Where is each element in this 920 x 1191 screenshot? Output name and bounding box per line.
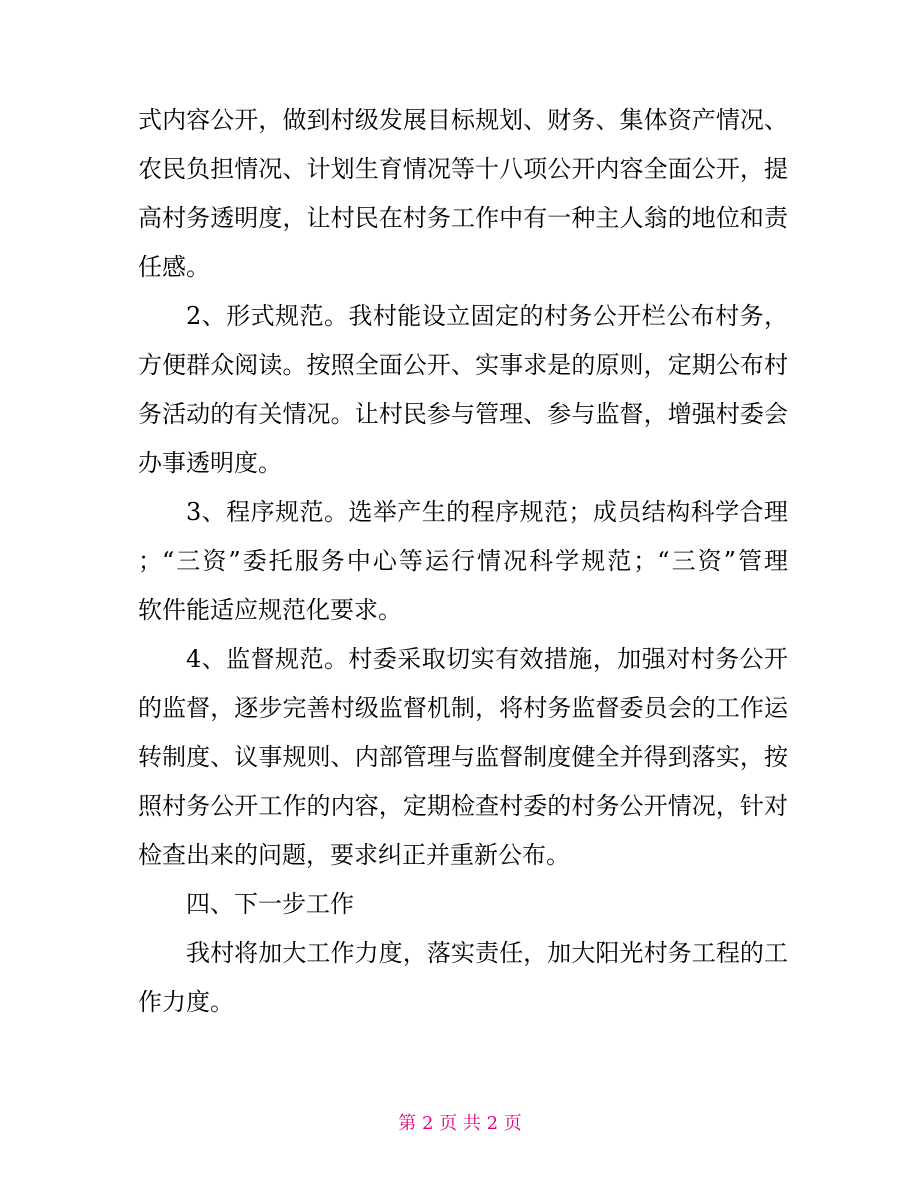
text-line: 办事透明度。 (138, 449, 282, 477)
text-line: 我村将加大工作力度，落实责任，加大阳光村务工程的工 (186, 939, 788, 967)
text-line: 任感。 (138, 253, 210, 281)
text-line: 检查出来的问题，要求纠正并重新公布。 (138, 841, 570, 869)
page-number-footer: 第 2 页 共 2 页 (398, 1113, 522, 1134)
text-line: 转制度、议事规则、内部管理与监督制度健全并得到落实，按 (138, 743, 788, 771)
text-line: 农民负担情况、计划生育情况等十八项公开内容全面公开，提 (138, 155, 788, 183)
text-line: 式内容公开，做到村级发展目标规划、财务、集体资产情况、 (138, 106, 788, 134)
text-line: 照村务公开工作的内容，定期检查村委的村务公开情况，针对 (138, 792, 788, 820)
text-line: 务活动的有关情况。让村民参与管理、参与监督，增强村委会 (138, 400, 788, 428)
text-line: 方便群众阅读。按照全面公开、实事求是的原则，定期公布村 (138, 351, 788, 379)
paragraph-heading-line: 2、形式规范。我村能设立固定的村务公开栏公布村务， (186, 302, 788, 330)
text-line: 高村务透明度，让村民在村务工作中有一种主人翁的地位和责 (138, 204, 788, 232)
text-line: ；“三资”委托服务中心等运行情况科学规范；“三资”管理 (138, 547, 788, 575)
paragraph-heading-line: 4、监督规范。村委采取切实有效措施，加强对村务公开 (186, 645, 788, 673)
text-line: 作力度。 (138, 988, 234, 1016)
text-line: 的监督，逐步完善村级监督机制，将村务监督委员会的工作运 (138, 694, 788, 722)
section-heading: 四、下一步工作 (186, 890, 354, 918)
text-line: 软件能适应规范化要求。 (138, 596, 402, 624)
paragraph-heading-line: 3、程序规范。选举产生的程序规范；成员结构科学合理 (186, 498, 788, 526)
